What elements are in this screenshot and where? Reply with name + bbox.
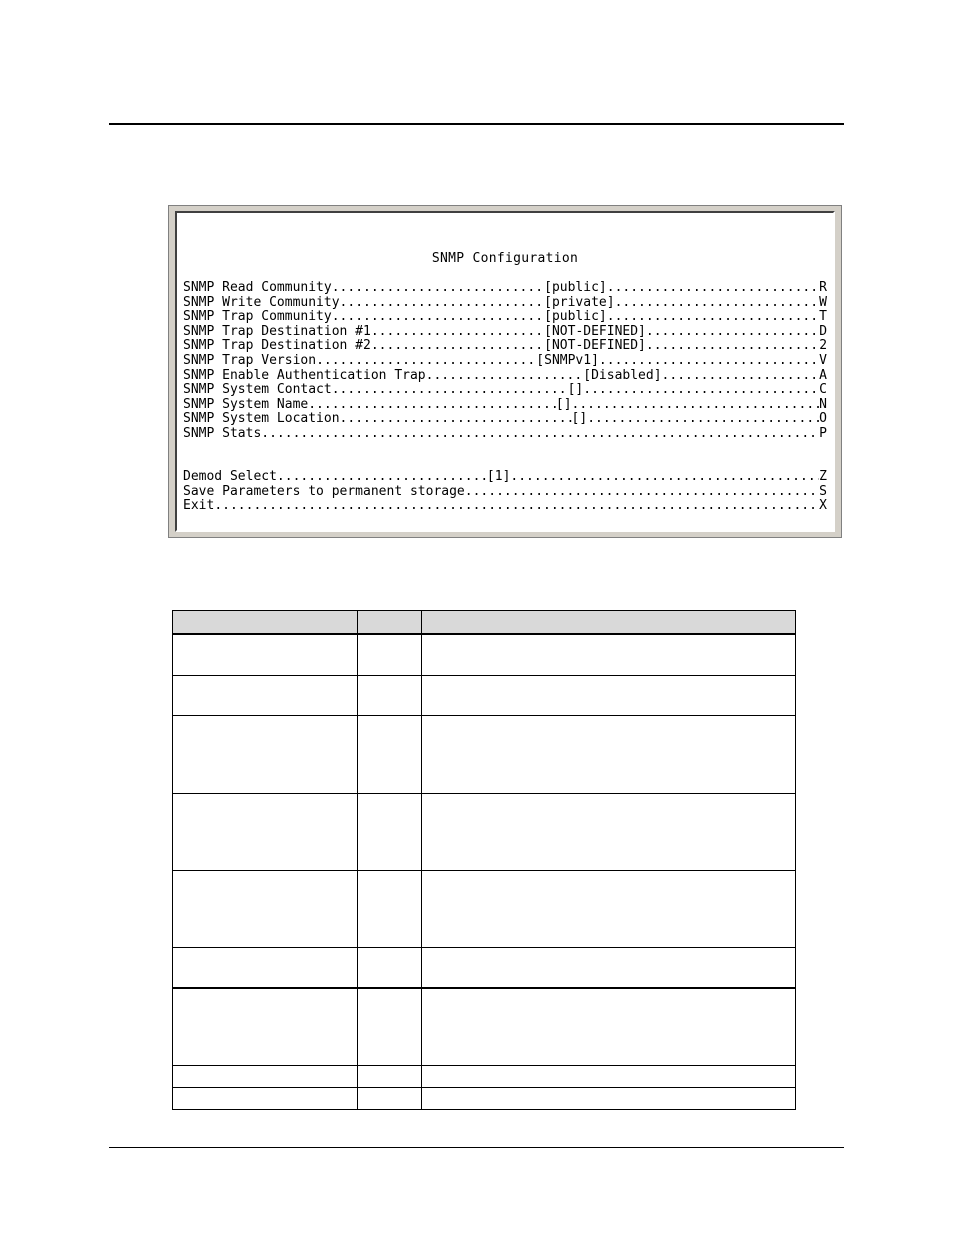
- table-cell: [173, 634, 358, 675]
- menu-item-label: SNMP System Name: [183, 396, 309, 412]
- menu-item-write-community[interactable]: [183, 296, 827, 311]
- menu-item-label: Save Parameters to permanent storage: [183, 483, 465, 499]
- table-cell: [422, 715, 796, 793]
- table-row: [173, 675, 796, 715]
- menu-item-key: O: [819, 411, 827, 427]
- table-cell: [173, 988, 358, 1065]
- menu-item-key: C: [819, 382, 827, 398]
- table-header-cell: [173, 611, 358, 635]
- menu-item-key: S: [819, 483, 827, 499]
- menu-item-key: R: [819, 280, 827, 295]
- snmp-menu: [183, 281, 827, 442]
- menu-item-value: []: [555, 396, 572, 412]
- menu-item-key: D: [819, 323, 828, 339]
- table-row: [173, 1087, 796, 1109]
- menu-item-key: P: [819, 425, 827, 441]
- table-row: [173, 870, 796, 947]
- menu-item-key: 2: [819, 338, 828, 354]
- footer-rule: [109, 1147, 844, 1148]
- table-cell: [358, 870, 422, 947]
- table-cell: [422, 947, 796, 988]
- table-cell: [422, 675, 796, 715]
- menu-item-label: SNMP Stats: [183, 425, 262, 441]
- header-rule: [109, 123, 844, 125]
- menu-item-system-location[interactable]: [183, 412, 827, 427]
- menu-item-save-parameters[interactable]: [183, 485, 827, 500]
- table-cell: [358, 634, 422, 675]
- table-row: [173, 947, 796, 988]
- terminal-title: SNMP Configuration: [431, 251, 579, 266]
- table-cell: [422, 1065, 796, 1087]
- menu-item-label: SNMP Enable Authentication Trap: [183, 367, 426, 383]
- table-row: [173, 988, 796, 1065]
- menu-item-trap-version[interactable]: [183, 354, 827, 369]
- table-cell: [173, 947, 358, 988]
- table-cell: [422, 634, 796, 675]
- table-cell: [422, 988, 796, 1065]
- menu-item-stats[interactable]: [183, 427, 827, 442]
- table-cell: [173, 675, 358, 715]
- table-cell: [358, 715, 422, 793]
- menu-item-exit[interactable]: [183, 499, 827, 514]
- menu-item-key: V: [819, 352, 827, 368]
- table-row: [173, 793, 796, 870]
- menu-item-system-name[interactable]: [183, 398, 827, 413]
- menu-item-trap-destination-1[interactable]: [183, 325, 827, 340]
- menu-item-value: [public]: [544, 309, 607, 325]
- menu-item-label: SNMP Trap Version: [183, 352, 317, 368]
- menu-item-label: SNMP Trap Destination #1: [183, 323, 371, 339]
- table-header-cell: [358, 611, 422, 635]
- table-cell: [422, 870, 796, 947]
- table-row: [173, 715, 796, 793]
- menu-item-value: [private]: [544, 294, 615, 310]
- table-header-row: [173, 611, 796, 635]
- table-cell: [358, 1065, 422, 1087]
- table-header-cell: [422, 611, 796, 635]
- parameter-table: [172, 610, 796, 1110]
- menu-item-system-contact[interactable]: [183, 383, 827, 398]
- table-cell: [358, 675, 422, 715]
- table-cell: [173, 793, 358, 870]
- menu-item-value: [NOT-DEFINED]: [544, 323, 646, 339]
- menu-item-read-community[interactable]: [183, 281, 827, 296]
- menu-item-key: N: [819, 396, 827, 412]
- table-cell: [173, 1087, 358, 1109]
- menu-item-value: [1]: [486, 469, 511, 484]
- table-cell: [358, 1087, 422, 1109]
- menu-item-key: Z: [819, 469, 827, 484]
- table-row: [173, 634, 796, 675]
- table-cell: [358, 988, 422, 1065]
- table-row: [173, 1065, 796, 1087]
- menu-item-label: SNMP System Contact: [183, 382, 332, 398]
- menu-item-label: SNMP System Location: [183, 411, 340, 427]
- menu-item-label: SNMP Write Community: [183, 294, 340, 310]
- footer-menu: [183, 470, 827, 514]
- menu-item-label: Demod Select: [183, 469, 277, 484]
- table-cell: [358, 793, 422, 870]
- table-cell: [422, 1087, 796, 1109]
- terminal-screen: [175, 211, 835, 532]
- menu-item-value: [Disabled]: [583, 367, 662, 383]
- table-cell: [173, 715, 358, 793]
- menu-item-value: [NOT-DEFINED]: [544, 338, 646, 354]
- menu-item-label: Exit: [183, 498, 215, 514]
- terminal-window: [168, 205, 842, 538]
- menu-item-authentication-trap[interactable]: [183, 369, 827, 384]
- menu-item-value: [public]: [544, 280, 607, 295]
- menu-item-label: SNMP Trap Community: [183, 309, 332, 325]
- table-cell: [173, 1065, 358, 1087]
- menu-item-value: []: [567, 382, 584, 398]
- menu-item-key: X: [819, 498, 827, 514]
- menu-item-trap-destination-2[interactable]: [183, 339, 827, 354]
- table-cell: [173, 870, 358, 947]
- table-cell: [422, 793, 796, 870]
- menu-item-value: []: [571, 411, 588, 427]
- menu-item-trap-community[interactable]: [183, 310, 827, 325]
- menu-item-value: [SNMPv1]: [536, 352, 599, 368]
- menu-item-key: W: [819, 294, 827, 310]
- menu-item-demod-select[interactable]: [183, 470, 827, 485]
- menu-item-label: SNMP Trap Destination #2: [183, 338, 371, 354]
- table-cell: [358, 947, 422, 988]
- menu-item-key: A: [819, 367, 827, 383]
- menu-item-key: T: [819, 309, 827, 325]
- menu-item-label: SNMP Read Community: [183, 280, 332, 295]
